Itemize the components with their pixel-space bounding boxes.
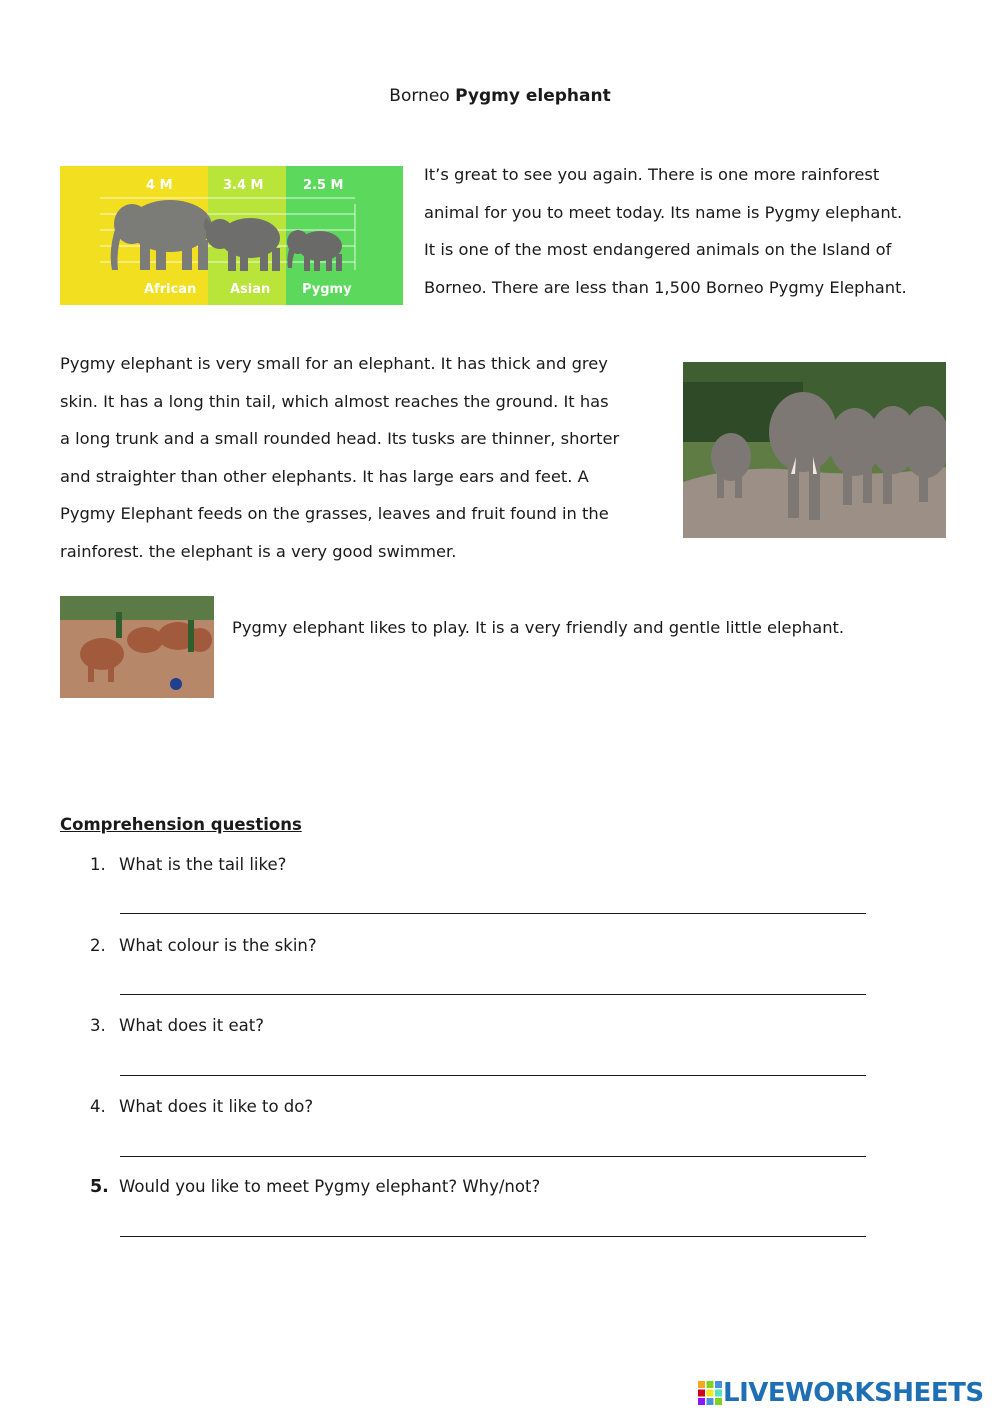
answer-line-1[interactable] — [120, 913, 866, 914]
elephants-playing-photo — [60, 596, 214, 698]
elephant-size-comparison-image — [60, 166, 403, 305]
comprehension-heading: Comprehension questions — [60, 815, 302, 834]
chart-height-asian: 3.4 M — [223, 178, 264, 193]
play-paragraph: Pygmy elephant likes to play. It is a very friendly and gentle little elephant. — [232, 618, 845, 637]
liveworksheets-logo — [697, 1376, 984, 1410]
chart-label-african: African — [144, 282, 197, 297]
question-1: 1. What is the tail like? — [90, 855, 287, 874]
liveworksheets-logo-text: LIVEWORKSHEETS — [723, 1378, 984, 1408]
answer-line-4[interactable] — [120, 1156, 866, 1157]
chart-height-pygmy: 2.5 M — [303, 178, 344, 193]
page-title: Borneo Pygmy elephant — [389, 86, 611, 106]
answer-line-2[interactable] — [120, 994, 866, 995]
chart-label-pygmy: Pygmy — [302, 282, 352, 297]
question-2: 2. What colour is the skin? — [90, 936, 317, 955]
liveworksheets-logo-icon — [697, 1380, 723, 1406]
intro-paragraph: It’s great to see you again. There is one more rainforest animal for you to meet today. Its name is Pygmy elephant. It is one of the most endangered animals on the Island of Borneo. There are less than 1,500 Borneo Pygmy Elephant. — [424, 165, 907, 297]
chart-label-asian: Asian — [230, 282, 271, 297]
elephant-herd-photo — [683, 362, 946, 538]
question-5: 5. Would you like to meet Pygmy elephant? Why/not? — [90, 1177, 541, 1197]
answer-line-5[interactable] — [120, 1236, 866, 1237]
question-4: 4. What does it like to do? — [90, 1097, 314, 1116]
answer-line-3[interactable] — [120, 1075, 866, 1076]
chart-height-african: 4 M — [146, 178, 173, 193]
description-paragraph: Pygmy elephant is very small for an elephant. It has thick and grey skin. It has a long thin tail, which almost reaches the ground. It has a long trunk and a small rounded head. Its tusks are thinner, shorter and straighter than other elephants. It has large ears and feet. A Pygmy Elephant feeds on the grasses, leaves and fruit found in the rainforest. the elephant is a very good swimmer. — [60, 354, 620, 561]
question-3: 3. What does it eat? — [90, 1016, 264, 1035]
